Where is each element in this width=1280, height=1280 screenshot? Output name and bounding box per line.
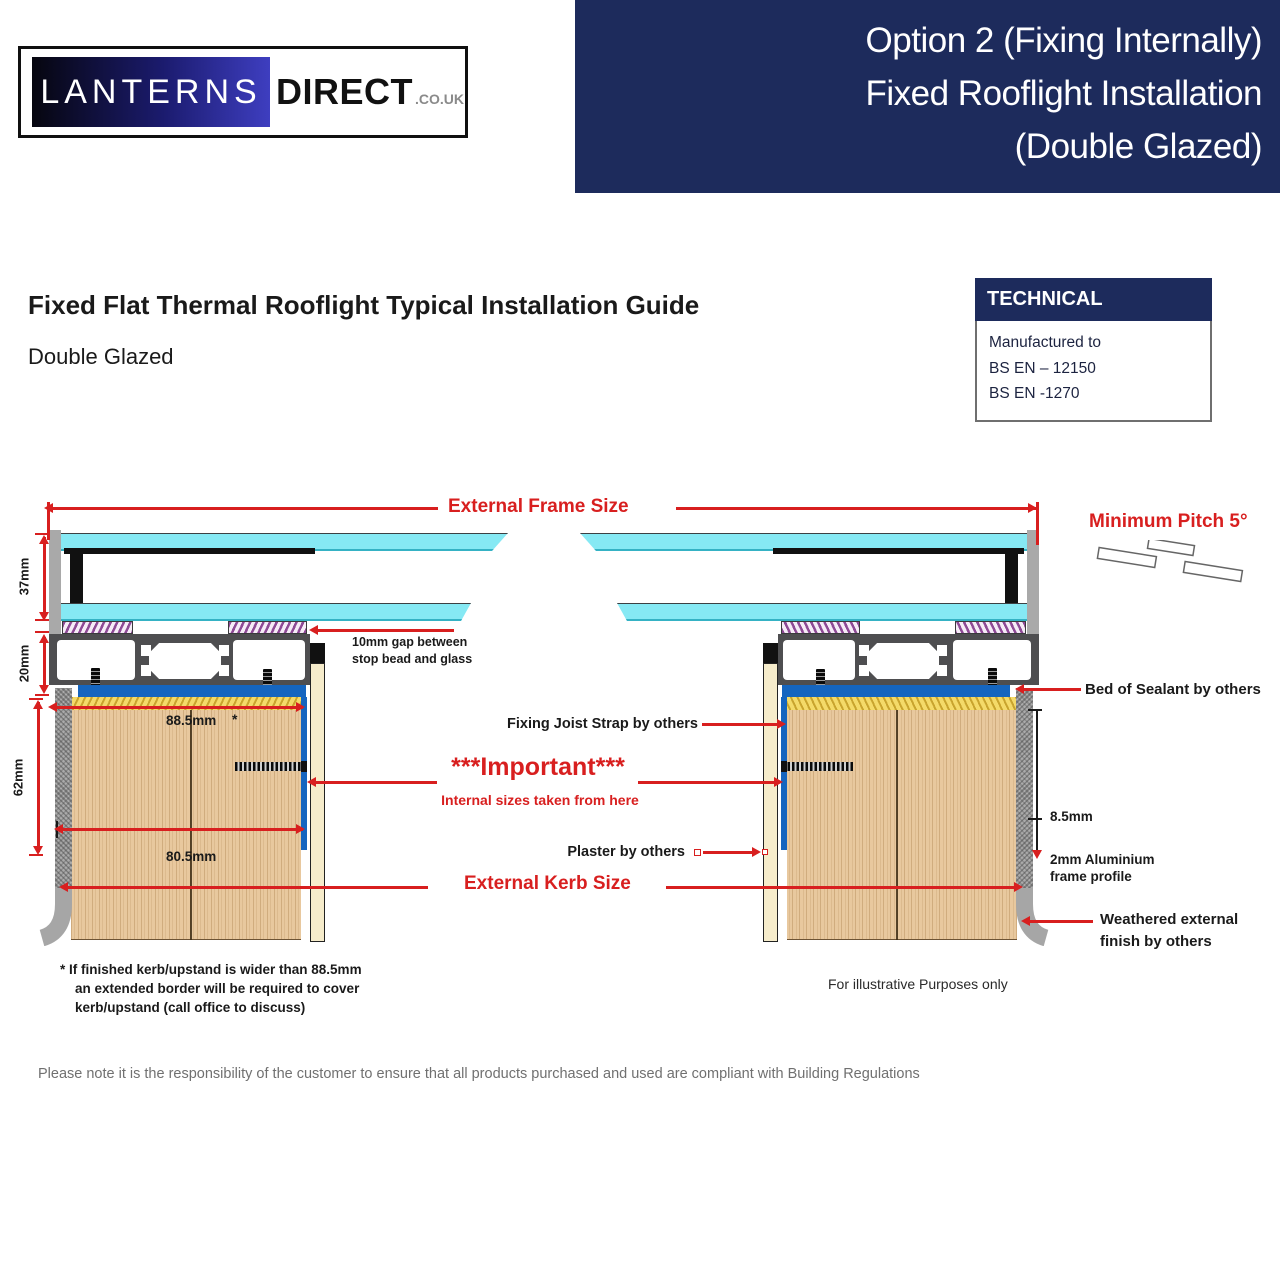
stop-bead-cap <box>310 643 325 663</box>
title-banner <box>575 0 1280 193</box>
arrowhead-down <box>1032 850 1042 859</box>
page-subtitle: Double Glazed <box>28 344 174 369</box>
screw-head <box>781 761 787 772</box>
fixing-joist-label: Fixing Joist Strap by others <box>507 716 698 732</box>
outer-frame-cap <box>49 530 61 636</box>
technical-line-1: Manufactured to <box>989 334 1102 351</box>
timber-kerb <box>71 710 301 940</box>
glass-pane-inner <box>61 603 471 621</box>
plaster-line <box>703 851 755 854</box>
footnote-line2: an extended border will be required to cover <box>75 981 360 996</box>
arrowhead-left <box>59 882 68 892</box>
thermal-break-hatch <box>228 621 307 634</box>
aluminium-line1: 2mm Aluminium <box>1050 852 1155 867</box>
company-logo <box>18 46 468 138</box>
glazing-edge-spacer <box>70 548 83 604</box>
dim-37-label: 37mm <box>16 557 32 596</box>
arrowhead-up <box>39 634 49 643</box>
dim-tick <box>29 854 43 856</box>
aluminium-line2: frame profile <box>1050 869 1132 884</box>
page-title: Fixed Flat Thermal Rooflight Typical Installation Guide <box>28 290 700 320</box>
dim-tick <box>35 619 49 621</box>
kerb-joint-line <box>896 710 898 940</box>
frame-chamber-tab <box>141 665 151 676</box>
glazing-edge-spacer <box>1005 548 1018 604</box>
dim-62-label: 62mm <box>10 758 26 797</box>
dim-tick <box>35 631 49 633</box>
weathered-finish-strip <box>55 688 72 890</box>
frame-size-dim-line <box>50 507 438 510</box>
dim-85-line <box>1036 709 1038 854</box>
joist-strap-screw <box>235 762 307 771</box>
technical-body <box>975 321 1212 422</box>
logo-lanterns-text: LANTERNS <box>40 72 262 111</box>
arrowhead-right <box>296 702 305 712</box>
weathered-line2: finish by others <box>1100 933 1212 950</box>
frame-chamber <box>149 643 221 679</box>
frame-chamber <box>867 643 939 679</box>
kerb-size-line <box>666 886 1018 889</box>
arrowhead-left <box>1021 916 1030 926</box>
stop-bead-cap <box>763 643 778 663</box>
technical-line-2: BS EN – 12150 <box>989 359 1096 377</box>
important-line-left <box>314 781 437 784</box>
arrowhead-down <box>39 685 49 694</box>
arrowhead-right <box>777 719 786 729</box>
dim-extension-tick <box>1036 502 1039 545</box>
glazing-spacer-bar <box>773 548 1024 554</box>
plasterboard-strip <box>310 663 325 942</box>
dim-37-line <box>43 537 46 615</box>
minimum-pitch-label: Minimum Pitch 5° <box>1089 511 1248 532</box>
fixing-joist-line <box>702 723 780 726</box>
external-kerb-size-label: External Kerb Size <box>464 873 631 894</box>
gap-note-line <box>316 629 454 632</box>
footnote-line1: * If finished kerb/upstand is wider than 88.5mm <box>60 962 362 977</box>
technical-heading: TECHNICAL <box>975 278 1212 321</box>
dim-20-line <box>43 637 46 689</box>
frame-chamber-tab <box>937 645 947 656</box>
external-frame-size-label: External Frame Size <box>448 496 629 517</box>
arrowhead-left <box>48 702 57 712</box>
plaster-label: Plaster by others <box>567 844 685 860</box>
arrowhead-left <box>1015 684 1024 694</box>
frame-chamber-tab <box>219 665 229 676</box>
bed-of-sealant-line <box>1023 688 1081 691</box>
weathered-finish-label <box>1100 909 1238 953</box>
weathered-line1: Weathered external <box>1100 911 1239 928</box>
gap-note-line1: 10mm gap between <box>352 635 468 649</box>
technical-box <box>975 278 1212 422</box>
plaster-line-start-square <box>694 849 701 856</box>
logo-tld-text: .CO.UK <box>415 91 464 107</box>
arrowhead-up <box>39 535 49 544</box>
footnote-line3: kerb/upstand (call office to discuss) <box>75 1000 306 1015</box>
glass-pane-inner <box>617 603 1027 621</box>
dim-805-line <box>60 828 303 831</box>
aluminium-profile-label <box>1050 851 1155 885</box>
arrowhead-left <box>54 824 63 834</box>
frame-chamber-tab <box>859 645 869 656</box>
sealant-bed <box>787 697 1017 710</box>
bed-of-sealant-label: Bed of Sealant by others <box>1085 681 1261 698</box>
gap-note-line2: stop bead and glass <box>352 652 473 666</box>
frame-chamber-tab <box>859 665 869 676</box>
banner-line-1: Option 2 (Fixing Internally) <box>865 21 1262 60</box>
plasterboard-strip <box>763 663 778 942</box>
disclaimer-text: Please note it is the responsibility of the customer to ensure that all products purchased and used are compliant with Building Regulations <box>38 1066 920 1082</box>
kerb-footnote <box>60 960 362 1017</box>
gap-note <box>352 634 472 668</box>
dim-tick <box>35 694 49 696</box>
dim-85-label: 8.5mm <box>1050 809 1093 824</box>
arrowhead-up <box>33 700 43 709</box>
glazing-spacer-bar <box>64 548 315 554</box>
banner-line-3: (Double Glazed) <box>1014 127 1262 166</box>
frame-size-dim-line <box>676 507 1036 510</box>
dim-885-star: * <box>232 711 238 727</box>
arrowhead-right <box>296 824 305 834</box>
pitch-glyph <box>1096 540 1246 595</box>
frame-chamber-tab <box>937 665 947 676</box>
dim-62-line <box>37 702 40 852</box>
weathered-finish-curve <box>1014 888 1052 946</box>
dim-85-tick <box>1028 709 1042 711</box>
weathered-line <box>1029 920 1093 923</box>
outer-frame-cap <box>1027 530 1039 636</box>
dim-885-line <box>54 706 303 709</box>
thermal-break-hatch <box>781 621 860 634</box>
arrowhead-right <box>1014 882 1023 892</box>
internal-sizes-label: Internal sizes taken from here <box>441 792 639 808</box>
weathered-finish-strip <box>1016 688 1033 890</box>
technical-line-3: BS EN -1270 <box>989 385 1080 402</box>
weathered-finish-curve <box>36 888 74 946</box>
joist-strap-screw <box>781 762 853 771</box>
important-label: ***Important*** <box>451 753 625 781</box>
frame-base-gasket <box>782 685 1010 697</box>
dim-805-label: 80.5mm <box>166 849 217 864</box>
kerb-joint-line <box>190 710 192 940</box>
thermal-break-hatch <box>955 621 1026 634</box>
logo-direct-wrap <box>276 71 464 113</box>
logo-gradient-block <box>32 57 270 127</box>
frame-chamber-tab <box>141 645 151 656</box>
arrowhead-left <box>309 625 318 635</box>
frame-base-gasket <box>78 685 306 697</box>
arrowhead-right <box>774 777 783 787</box>
arrowhead-right <box>752 847 761 857</box>
cross-section-left <box>48 522 508 946</box>
screw-head <box>301 761 307 772</box>
logo-direct-text: DIRECT <box>276 71 413 112</box>
cross-section-right <box>580 522 1040 946</box>
plaster-line-end-square <box>762 849 768 855</box>
illustrative-note: For illustrative Purposes only <box>828 976 1008 992</box>
dim-85-tick <box>1028 818 1042 820</box>
timber-kerb <box>787 710 1017 940</box>
arrowhead-left <box>307 777 316 787</box>
dim-20-label: 20mm <box>16 644 32 683</box>
dim-885-label: 88.5mm <box>166 713 217 728</box>
thermal-break-hatch <box>62 621 133 634</box>
kerb-size-line <box>66 886 428 889</box>
frame-chamber-tab <box>219 645 229 656</box>
important-line-right <box>638 781 777 784</box>
banner-line-2: Fixed Rooflight Installation <box>865 74 1262 113</box>
